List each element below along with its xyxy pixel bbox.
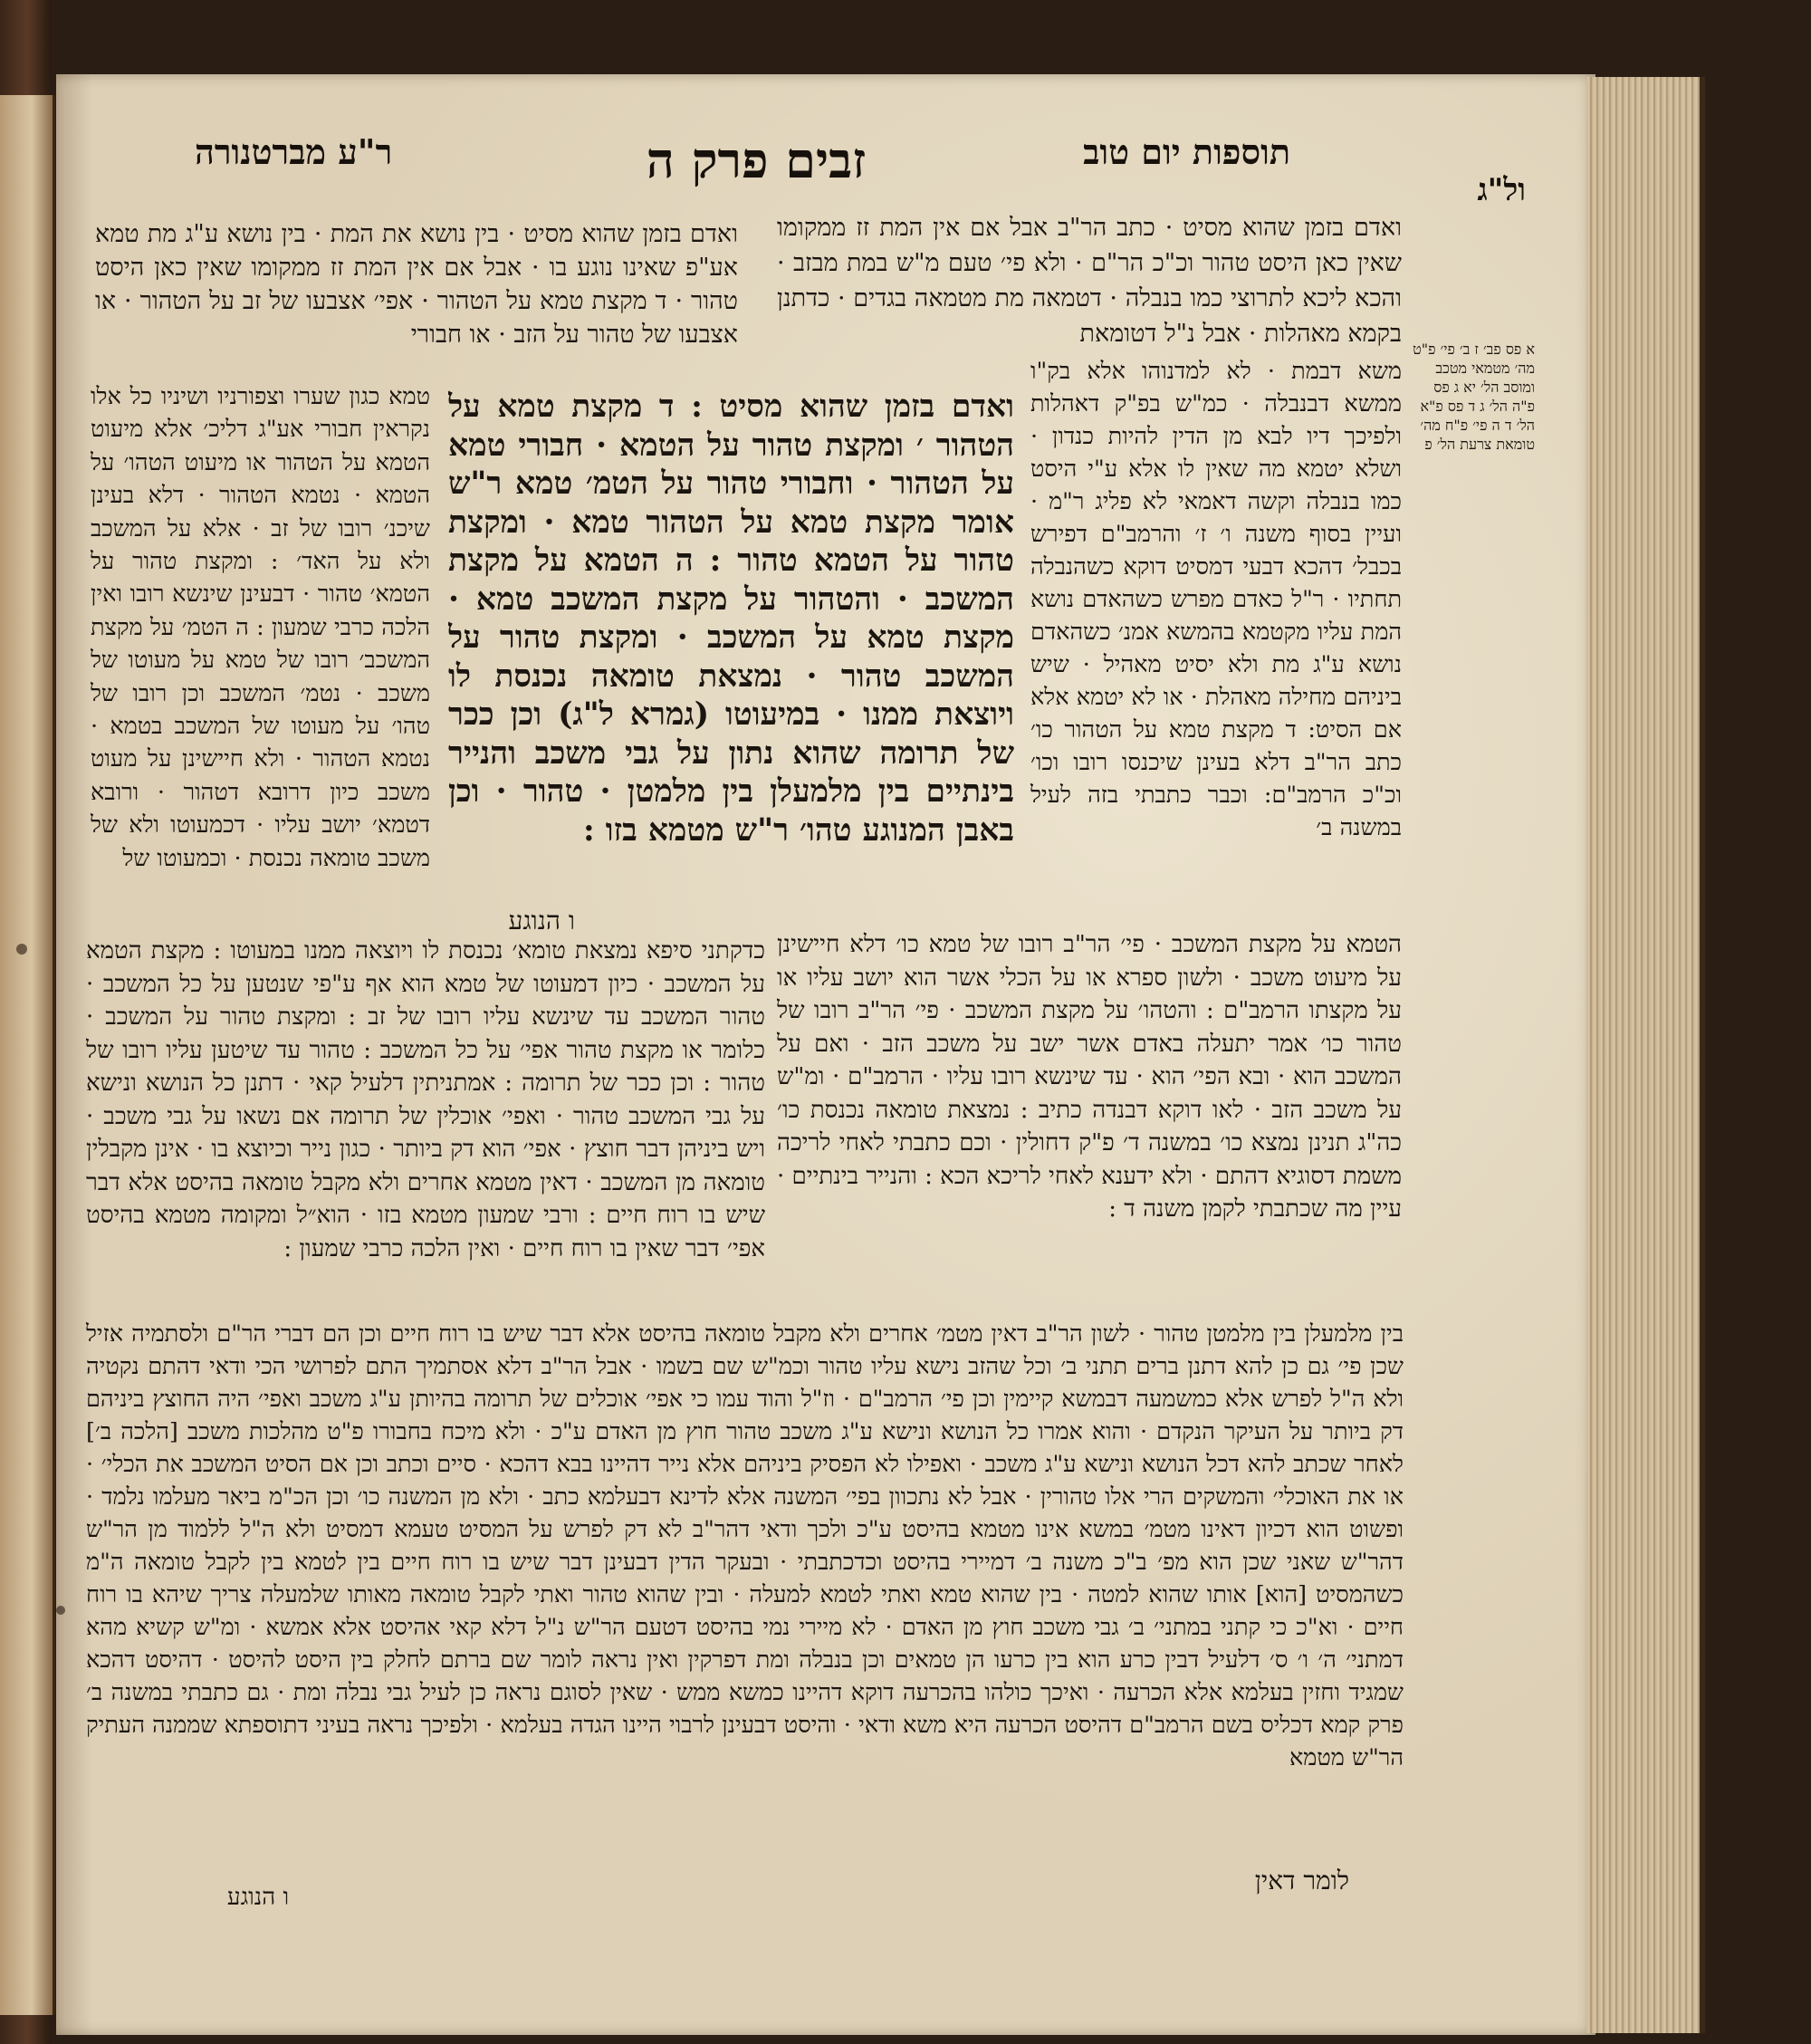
folio-number: ול"ג (1477, 172, 1526, 208)
catchword-mishnah: ו הנוגע (508, 906, 575, 936)
catchword-bottom: לומר דאין (1254, 1866, 1349, 1895)
tosafot-bottom-block: בין מלמעלן בין מלמטן טהור · לשון הר"ב דאין מטמ׳ אחרים ולא מקבל טומאה בהיסט אלא דבר שיש בו רוח חיים וכן הם דברי הר"ם ולסתמיה אזיל שכן פי׳ גם כן להא דתנן ברים תתני ב׳ וכל שהזב נישא עליו טהור וכמ"ש שם בשמו · אבל הר"ב דלא אסתמיך התם לפרושי הכי ודאי דהתם נקטיה ולא ה"ל לפרש אלא כמשמעה דבמשא קיימין וכן פי׳ הרמב"ם · וז"ל והוד עמו כי אפי׳ אוכלים של תרומה בהיותן ע"ג משכב ואפי׳ היה החוצץ ביניהם דק ביותר על העיקר הנקדם · והוא אמרו כל הנושא ונישא ע"ג משכב טהור חוץ מן האדם ע"כ · ולא מיכח בחבורו פ"ט מהלכות משכב [הלכה ב׳] לאחר שכתב להא דכל הנושא ונישא ע"ג משכב · ואפילו לא הפסיק ביניהם אלא נייר דהיינו בבא דהכא · סיים וכתב וכן אם הסיט המשכב את הכלי׳ · או את האוכלי׳ והמשקים הרי אלו טהורין · אבל לא נתכוון בפי׳ המשנה אלא לדינא דבעלמא כתב · ולא מן המשנה כו׳ וכן הכ"מ ביאר מעלמו נלמד · ופשוט הוא דכיון דאינו מטמ׳ במשא אינו מטמא בהיסט ע"כ ולכך ודאי דהר"ב לא דק לפרש על המסיט טעמא דמסיט ולא ה"ל ללמוד מן הר"ש דהר"ש שאני שכן הוא מפ׳ ב"כ משנה ב׳ דמיירי בהיסט וכדכתבתי · ובעקר הדין דבעינן דבר שיש בו רוח חיים בין לטמא בין לקבל טומאה ה"מ כשהמסיט [הוא] אותו שהוא למטה · בין שהוא טמא ואתי לטמא למעלה · ובין שהוא טהור ואתי לקבל טומאה מאותו שלמעלה צריך שיהא בו רוח חיים · וא"כ כי קתני במתני׳ ב׳ גבי משכב חוץ מן האדם · לא מיירי נמי בהיסט דטעם הר"ש נ"ל דלא קאי אהיסט אלא אמשא · ומ"ש קשיא מהא דמתני׳ ה׳ ו׳ ס׳ דלעיל דבין כרע הוא בין כרעו הן טמאים וכן בנבלה ומת דפרקין ואין נראה לומר שם ברתם לחלק בין היסט להיסט · דהיסט דהכא שמגיד וחזין בעלמא אלא הכרעה · ואיכך כולהו בהכרעה דוקא דהיינו כמשא ממש · שאין לסוגם נראה כן לעיל גבי נבלה ומת · גם כתבתי במשנה ב׳ פרק קמא דכליס בשם הרמב"ם דהיסט הכרעה היא משא ודאי · והיסט דבעינן לרבוי היינו הגדה בעלמא · ולפיכך נראה בעיני דתוספתא שממנה העתיק הר"ש מטמא (86, 1320, 1404, 1771)
catchword-bartenura: ו הנוגע (226, 1884, 290, 1911)
bartenura-column: טמא כגון שערו וצפורניו ושיניו כל אלו נקראין חבורי אע"ג דליכ׳ אלא מיעוט הטמא על הטהור או מיעוט הטהו׳ על הטמא · נטמא הטהור · דלא בעינן שיכנ׳ רובו של זב · אלא על המשכב ולא על האד׳ : ומקצת טהור על הטמא׳ טהור · דבעינן שינשא רובו ואין הלכה כרבי שמעון : ה הטמ׳ על מקצת המשכב׳ רובו של טמא על מעוטו של משכב · נטמ׳ המשכב וכן רובו של טהו׳ על מעוטו של המשכב בטמא · נטמא הטהור · ולא חיישינן על מעוט משכב כיון דרובא דטהור · ורובא דטמא׳ יושב עליו · דכמעוטו ולא של משכב טומאה נכנסת · וכמעוטו של (91, 383, 430, 872)
ink-spot (56, 1606, 65, 1615)
running-head-left: ר"ע מברטנורה (195, 131, 393, 172)
facing-page-edge (0, 95, 55, 2015)
bartenura-lower-block: כדקתני סיפא נמצאת טומא׳ נכנסת לו ויוצאה ממנו במעוטו : מקצת הטמא על המשכב · כיון דמעוטו של טמא הוא אף ע"פי שנטען על כל המשכב · טהור המשכב עד שינשא עליו רובו של זב : ומקצת טהור על המשכב · כלומר או מקצת טהור אפי׳ על כל המשכב : טהור עד שיטען עליו רובו של טהור : וכן ככר של תרומה : אמתניתין דלעיל קאי · דתנן כל הנושא ונישא על גבי המשכב טהור · ואפי׳ אוכלין של תרומה אם נשאו על גבי משכב · ויש ביניהן דבר חוצץ · אפי׳ הוא דק ביותר · כגון נייר וכיוצא בו · אינן מקבלין טומאה מן המשכב · דאין מטמא אחרים ולא מקבל טומאה בהיסט אלא דבר שיש בו רוח חיים : ורבי שמעון מטמא בזו · הוא״ל ומקומה מטמא בהיסט אפי׳ דבר שאין בו רוח חיים · ואין הלכה כרבי שמעון : (86, 937, 765, 1262)
running-head-right: תוספות יום טוב (1083, 131, 1290, 172)
tosafot-column: משא דבמת · לא למדנוהו אלא בק"ו ממשא דבנבלה · כמ"ש בפ"ק דאהלות ולפיכך דיו לבא מן הדין להיות כנדון · ושלא יטמא מה שאין לו אלא ע"י היסט כמו בנבלה וקשה דאמאי לא פליג ר"מ · ועיין בסוף משנה ו׳ ז׳ והרמב"ם דפירש בכבל׳ דהכא דבעי דמסיט דוקא כשהנבלה תחתיו · ר"ל כאדם מפרש כשהאדם נושא המת עליו מקטמא בהמשא אמנ׳ כשהאדם נושא ע"ג מת ולא יסיט מאהיל · שיש ביניהם מחילה מאהלת · או לא יטמא אלא אם הסיט: ד מקצת טמא על הטהור כו׳ כתב הר"ב דלא בעינן שיכנסו רובו וכו׳ וכ"כ הרמב"ם: וכבר כתבתי בזה לעיל במשנה ב׳ (1030, 358, 1402, 841)
running-head-center: זבים פרק ה (646, 131, 867, 189)
tosafot-top-block: ואדם בזמן שהוא מסיט · כתב הר"ב אבל אם אין המת זז ממקומו שאין כאן היסט טהור וכ"כ הר"ם · ולא פי׳ טעם מ"ש במת מבזב · והכא ליכא לתרוצי כמו בנבלה · דטמאה מת מטמאה בגדים · כדתנן בקמא מאהלות · אבל נ"ל דטומאת (777, 214, 1402, 348)
bartenura-top-block: ואדם בזמן שהוא מסיט · בין נושא את המת · בין נושא ע"ג מת טמא אע"פ שאינו נוגע בו · אבל אם אין המת זז ממקומו שאין כאן היסט טהור · ד מקצת טמא על הטהור · אפי׳ אצבעו של זב על הטהור · או אצבעו של טהור על הזב · או חבורי (95, 220, 738, 349)
page-edges (1586, 77, 1705, 2033)
marginal-references: א פס פב׳ ז ב׳ פי׳ פ"ט מה׳ מטמאי מטכב ומוסב הל׳ יא ג פס פ"ה הל׳ ג ד פס פ"א הל׳ ד ה פי׳ פ"ח מה׳ טומאת צרעת הל׳ פ (1413, 341, 1535, 453)
tosafot-lower-block: הטמא על מקצת המשכב · פי׳ הר"ב רובו של טמא כו׳ דלא חיישינן על מיעוט משכב · ולשון ספרא או על הכלי אשר הוא יושב עליו או על מקצתו הרמב"ם : והטהו׳ על מקצת המשכב · פי׳ הר"ב רובו של טהור כו׳ אמר יתעלה באדם אשר ישב על משכב הזב · ואם על המשכב הוא · ובא הפי׳ הוא · עד שינשא רובו עליו · הרמב"ם · ומ"ש על משכב הזב · לאו דוקא דבנדה כתיב : נמצאת טומאה נכנסת כו׳ כה"ג תנינן נמצא כו׳ במשנה ד׳ פ"ק דחולין · וכם כתבתי לאחי לריכה משמת דסוגיא דהתם · ולא ידענא לאחי לריכא הכא : והנייר בינתיים · עיין מה שכתבתי לקמן משנה ד : (777, 931, 1402, 1223)
mishnah-text: ואדם בזמן שהוא מסיט : ד מקצת טמא על הטהור ׳ ומקצת טהור על הטמא · חבורי טמא על הטהור · וחבורי טהור על הטמ׳ טמא ר"ש אומר מקצת טמא על הטהור טמא · ומקצת טהור על הטמא טהור : ה הטמא על מקצת המשכב · והטהור על מקצת המשכב טמא · מקצת טמא על המשכב · ומקצת טהור על המשכב טהור · נמצאת טומאה נכנסת לו ויוצאת ממנו · במיעוטו (גמרא ל"ג) וכן ככר של תרומה שהוא נתון על גבי משכב והנייר בינתיים בין מלמעלן בין מלמטן · טהור · וכן באבן המנוגע טהו׳ ר"ש מטמא בזו : (448, 389, 1014, 849)
ink-spot (16, 944, 27, 955)
